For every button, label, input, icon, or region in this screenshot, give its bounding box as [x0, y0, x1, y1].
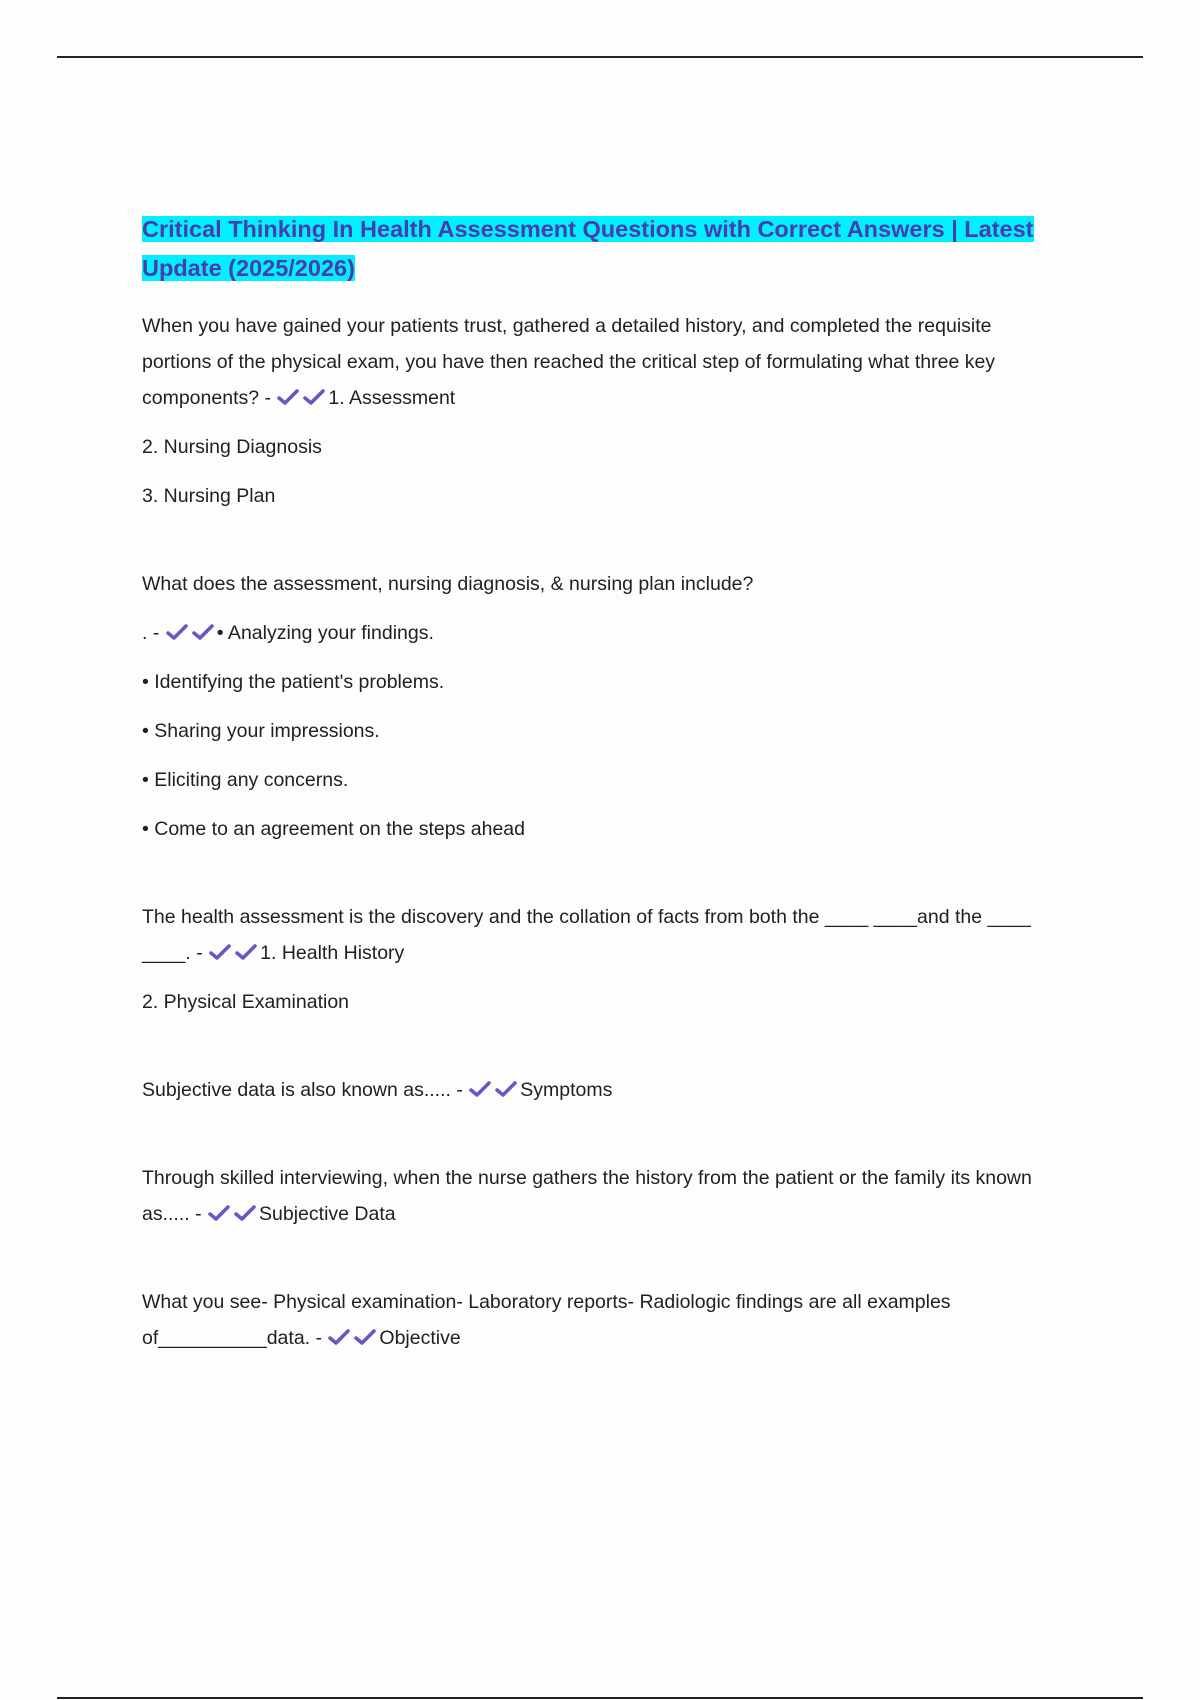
- answer-3: 1. Health History: [260, 942, 405, 964]
- qa-item-6: [142, 1284, 1062, 1356]
- check-mark-icon: [191, 622, 217, 642]
- answer-line: 3. Nursing Plan: [142, 485, 276, 507]
- answer-line: • Eliciting any concerns.: [142, 769, 349, 791]
- answer-line: 2. Nursing Diagnosis: [142, 436, 322, 458]
- question-1: When you have gained your patients trust, gathered a detailed history, and completed the requisite portions of the physical exam, you have then reached the critical step of formulating what three key components? - 1. Assessment: [142, 315, 996, 409]
- top-rule: [57, 56, 1143, 58]
- qa-item-2: [142, 566, 1062, 847]
- answer-line: 2. Physical Examination: [142, 991, 350, 1013]
- answer-line: • Sharing your impressions.: [142, 720, 380, 742]
- check-mark-icon: [234, 942, 260, 962]
- bottom-rule: [57, 1697, 1143, 1699]
- qa-item-5: [142, 1160, 1062, 1232]
- answer-5: Subjective Data: [259, 1203, 396, 1225]
- question-6: What you see- Physical examination- Laboratory reports- Radiologic findings are all examples of__________data. - Objective: [142, 1291, 951, 1349]
- answer-4: Symptoms: [520, 1079, 613, 1101]
- answer-line: • Come to an agreement on the steps ahead: [142, 818, 525, 840]
- question-2: What does the assessment, nursing diagnosis, & nursing plan include?: [142, 573, 754, 595]
- check-mark-icon: [165, 622, 191, 642]
- qa-item-1: [142, 308, 1062, 514]
- qa-item-3: [142, 899, 1062, 1020]
- document-title: Critical Thinking In Health Assessment Questions with Correct Answers | Latest Update (2025/2026): [142, 216, 1034, 281]
- check-mark-icon: [353, 1327, 379, 1347]
- answer-2: . - • Analyzing your findings.: [142, 622, 434, 644]
- check-mark-icon: [276, 387, 302, 407]
- check-mark-icon: [494, 1079, 520, 1099]
- question-5: Through skilled interviewing, when the nurse gathers the history from the patient or the family its known as..... - Subjective Data: [142, 1167, 1032, 1225]
- check-mark-icon: [327, 1327, 353, 1347]
- check-mark-icon: [468, 1079, 494, 1099]
- question-4: Subjective data is also known as..... - Symptoms: [142, 1079, 613, 1101]
- qa-item-4: [142, 1072, 1062, 1108]
- check-mark-icon: [302, 387, 328, 407]
- document-body: [142, 210, 1062, 1356]
- answer-1: 1. Assessment: [328, 387, 456, 409]
- answer-line: • Identifying the patient's problems.: [142, 671, 445, 693]
- question-3: The health assessment is the discovery and the collation of facts from both the ____ ____and the ____ ____. - 1. Health History: [142, 906, 1031, 964]
- answer-6: Objective: [379, 1327, 461, 1349]
- check-mark-icon: [233, 1203, 259, 1223]
- check-mark-icon: [207, 1203, 233, 1223]
- check-mark-icon: [208, 942, 234, 962]
